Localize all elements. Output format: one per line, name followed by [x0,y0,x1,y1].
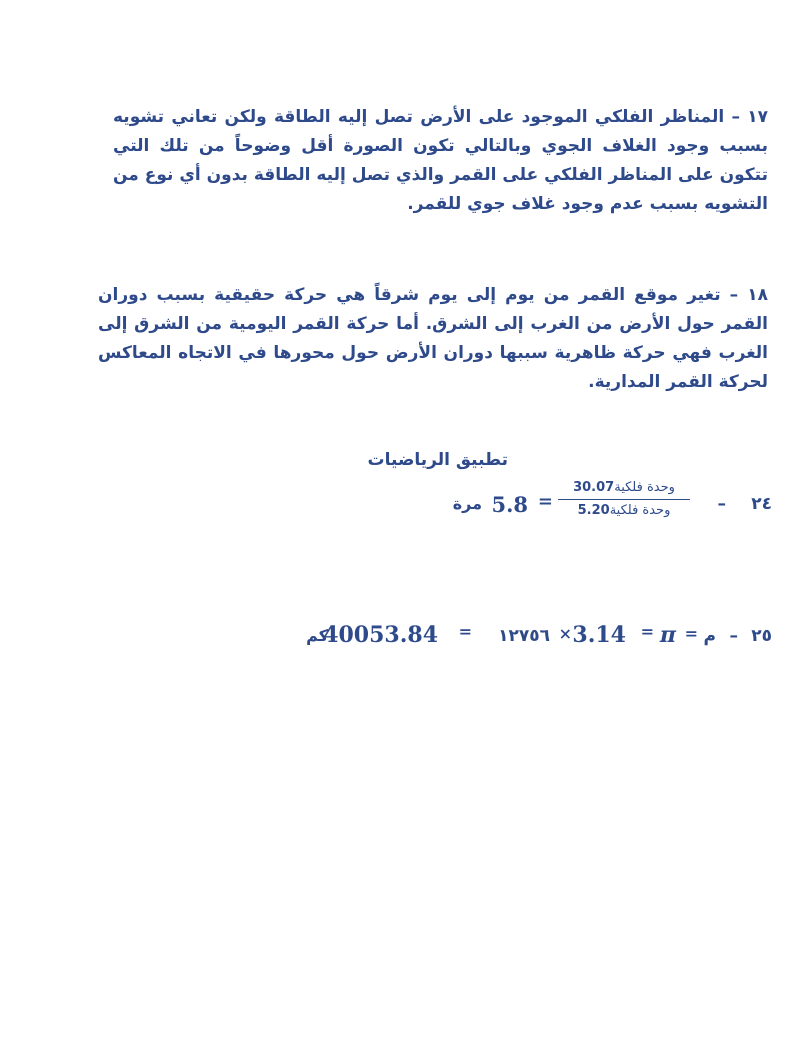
answer-17-paragraph: ١٧ – المناظر الفلكي الموجود على الأرض تصل إليه الطاقة ولكن تعاني تشويه بسبب وجود الغلاف الجوي وبالتالي تكون الصورة أقل وضوحاً من تلك التي تتكون على المناظر الفلكي على القمر والذي تصل إليه الطاقة بدون أي نوع من التشويه بسبب عدم وجود غلاف جوي للقمر. [113,107,768,214]
eq24-equals: = [537,491,553,512]
answer-18-paragraph: ١٨ – تغير موقع القمر من يوم إلى يوم شرقاً هي حركة حقيقية بسبب دوران القمر حول الأرض من الغرب إلى الشرق. أما حركة القمر اليومية من الشرق إلى الغرب فهي حركة ظاهرية سببها دوران الأرض حول محورها في الاتجاه المعاكس لحركة القمر المدارية. [98,285,768,392]
eq25-diameter: ١٢٧٥٦ [498,626,550,646]
eq25-equals3: = [458,622,472,641]
eq24-denominator [558,501,690,521]
eq25-result-unit: كم [306,626,328,645]
eq25-pi: π [659,622,676,648]
eq24-number: ٢٤ [751,494,772,514]
section-heading: تطبيق الرياضيات [367,450,508,470]
eq25-pi-value: 3.14 [572,622,626,648]
eq25-equals1: = [684,624,698,643]
eq24-dash: – [717,494,726,514]
eq24-numerator-unit: وحدة فلكية [614,480,675,495]
eq25-times: × [558,624,572,643]
eq24-numerator [558,478,690,498]
eq25-number: ٢٥ [751,626,772,646]
eq24-denominator-unit: وحدة فلكية [609,503,671,518]
eq24-numerator-value: 30.07 [573,480,615,495]
eq25-dash: – [729,626,738,646]
eq24-fraction [558,478,690,521]
eq24-result: 5.8 [491,492,528,517]
eq25-equals2: = [640,622,654,641]
fraction-bar [558,499,690,500]
eq25-result: 40053.84 [323,622,438,648]
eq25-m: م [703,626,716,646]
eq24-result-unit: مرة [452,494,482,513]
eq24-denominator-value: 5.20 [577,503,610,518]
